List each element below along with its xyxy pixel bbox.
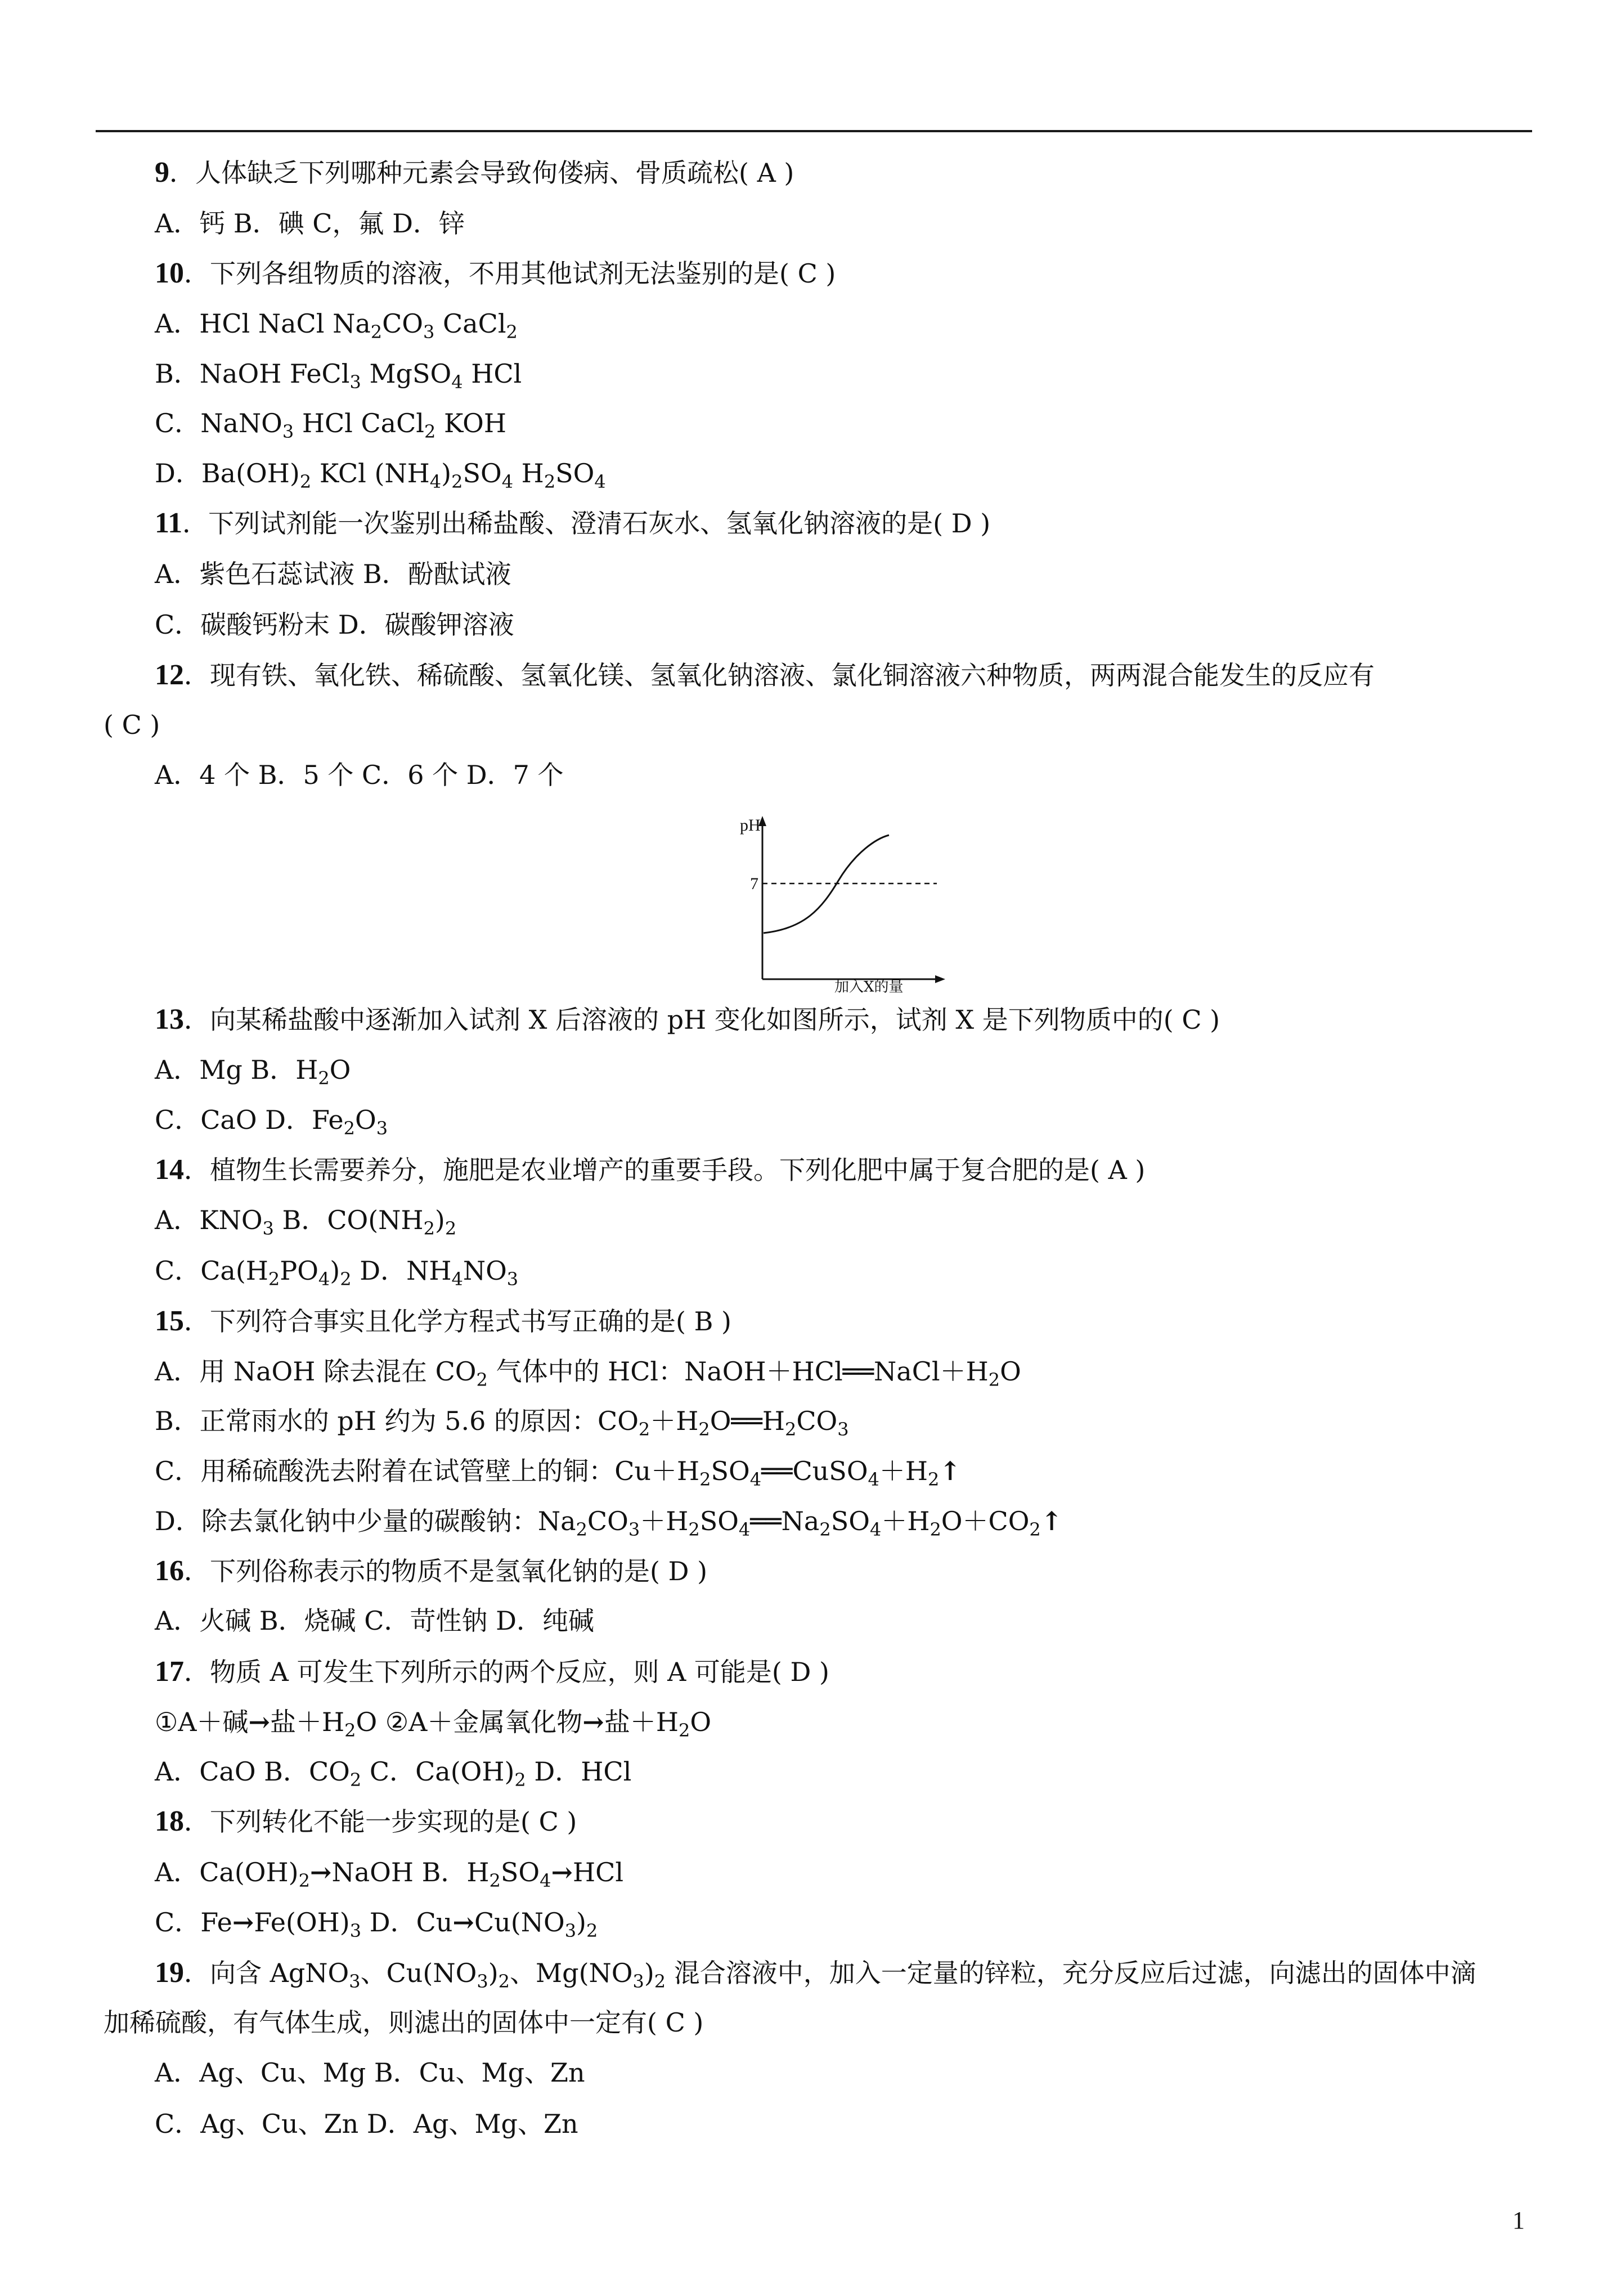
answer-line: C．$Ca(H_2PO_4)_2$ D．$NH_4NO_3$ xyxy=(155,1255,519,1290)
answer-line: D．除去氯化钠中少量的碳酸钠：$Na_2CO_3+H_2SO_4══Na_2SO_4+H_2O+CO_2↑$ xyxy=(155,1506,1063,1540)
question-text: ．下列转化不能一步实现的是( C ) xyxy=(184,1806,577,1837)
question-line xyxy=(155,658,1375,692)
x-axis-arrow xyxy=(935,975,945,983)
question-text: ．现有铁、氧化铁、稀硫酸、氢氧化镁、氢氧化钠溶液、氯化铜溶液六种物质，两两混合能发生的反应有 xyxy=(184,660,1375,690)
answer-line: C．$Fe\to Fe(OH)_3$ D．$Cu\to Cu(NO_3)_2$ xyxy=(155,1907,598,1941)
question-number: 19 xyxy=(155,1957,184,1989)
answer-line: A．$KNO_3$ B．$CO(NH_2)_2$ xyxy=(155,1205,457,1239)
question-number: 12 xyxy=(155,659,184,691)
question-line xyxy=(155,156,794,190)
question-text: ．下列符合事实且化学方程式书写正确的是( B ) xyxy=(184,1306,731,1337)
question-number: 9 xyxy=(155,156,169,189)
answer-line: 加稀硫酸，有气体生成，则滤出的固体中一定有( C ) xyxy=(104,2007,704,2038)
question-line xyxy=(155,1003,1220,1037)
question-number: 13 xyxy=(155,1003,184,1035)
ph-curve-figure xyxy=(729,810,954,996)
question-text: ．下列试剂能一次鉴别出稀盐酸、澄清石灰水、氢氧化钠溶液的是( D ) xyxy=(182,508,991,539)
question-text: ．向含 AgNO$_3$、$Cu(NO_3)_2$、$Mg(NO_3)_2$ 混合溶液中，加入一定量的锌粒，充分反应后过滤，向滤出的固体中滴 xyxy=(184,1958,1476,1992)
answer-line: A．CaO B．$CO_2$ C．$Ca(OH)_2$ D．HCl xyxy=(155,1756,632,1791)
answer-line: B．正常雨水的 pH 约为 5.6 的原因：$CO_2+H_2O══H_2CO_3$ xyxy=(155,1406,849,1440)
answer-line: ①A＋碱→盐$+H_2O$ ②A＋金属氧化物→盐$+H_2O$ xyxy=(155,1707,712,1741)
answer-line: A．紫色石蕊试液 B．酚酞试液 xyxy=(155,559,511,589)
answer-line: A．火碱 B．烧碱 C．苛性钠 D．纯碱 xyxy=(155,1606,594,1636)
question-number: 16 xyxy=(155,1555,184,1587)
question-text: ．下列各组物质的溶液，不用其他试剂无法鉴别的是( C ) xyxy=(184,258,836,289)
question-text: ．人体缺乏下列哪种元素会导致佝偻病、骨质疏松( A ) xyxy=(169,158,794,188)
answer-line: A．HCl NaCl $Na_2CO_3$ CaCl$_2$ xyxy=(155,308,518,343)
x-axis-label: 加入X的量 xyxy=(834,979,904,995)
answer-line: A．钙 B．碘 C，氟 D．锌 xyxy=(155,208,465,239)
question-text: ．物质 A 可发生下列所示的两个反应，则 A 可能是( D ) xyxy=(184,1657,829,1687)
answer-line: B．NaOH FeCl$_3$ MgSO$_4$ HCl xyxy=(155,358,522,393)
y-axis-label: pH xyxy=(740,816,761,835)
answer-line: ( C ) xyxy=(104,710,160,740)
question-text: ．向某稀盐酸中逐渐加入试剂 X 后溶液的 pH 变化如图所示，试剂 X 是下列物质中的( C ) xyxy=(184,1004,1220,1035)
answer-line: D．$Ba(OH)_2$ KCl $(NH_4)_2SO_4$ $H_2SO_4$ xyxy=(155,458,606,492)
question-line xyxy=(155,1153,1145,1187)
question-line xyxy=(155,1655,829,1689)
answer-line: C．碳酸钙粉末 D．碳酸钾溶液 xyxy=(155,609,514,640)
page-number: 1 xyxy=(1512,2207,1525,2234)
answer-line: C．CaO D．$Fe_2O_3$ xyxy=(155,1105,388,1139)
question-text: ．下列俗称表示的物质不是氢氧化钠的是( D ) xyxy=(184,1556,708,1586)
question-number: 14 xyxy=(155,1154,184,1186)
question-line xyxy=(155,1304,731,1338)
answer-line: C．用稀硫酸洗去附着在试管壁上的铜：$Cu+H_2SO_4══CuSO_4+H_2↑$ xyxy=(155,1456,961,1490)
question-line xyxy=(155,1554,707,1588)
question-text: ．植物生长需要养分，施肥是农业增产的重要手段。下列化肥中属于复合肥的是( A ) xyxy=(184,1155,1146,1185)
question-line xyxy=(155,257,836,290)
question-line xyxy=(155,506,990,540)
answer-line: A．Ag、Cu、Mg B．Cu、Mg、Zn xyxy=(155,2057,585,2088)
question-number: 10 xyxy=(155,257,184,289)
answer-line: A．Mg B．$H_2O$ xyxy=(155,1055,351,1089)
question-number: 17 xyxy=(155,1656,184,1688)
question-number: 11 xyxy=(155,507,183,539)
answer-line: A．用 NaOH 除去混在 $CO_2$ 气体中的 HCl：$NaOH+HCl══NaCl+H_2O$ xyxy=(155,1356,1021,1391)
answer-line: A．$Ca(OH)_2\to NaOH$ B．$H_2SO_4\to HCl$ xyxy=(155,1857,624,1891)
answer-line: C．Ag、Cu、Zn D．Ag、Mg、Zn xyxy=(155,2109,578,2139)
question-line xyxy=(155,1805,577,1838)
ph7-label: 7 xyxy=(750,875,758,893)
question-line xyxy=(155,1956,1476,1990)
question-number: 15 xyxy=(155,1305,184,1337)
answer-line: A．4 个 B．5 个 C．6 个 D．7 个 xyxy=(155,760,564,790)
question-number: 18 xyxy=(155,1805,184,1837)
answer-line: C．NaNO$_3$ HCl CaCl$_2$ KOH xyxy=(155,408,506,442)
header-rule xyxy=(96,130,1532,132)
